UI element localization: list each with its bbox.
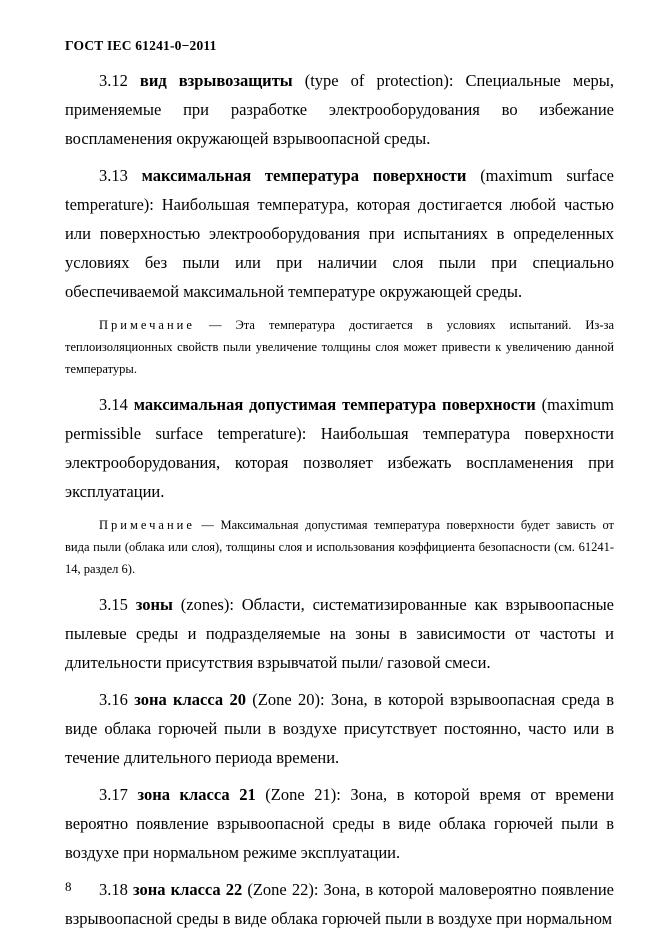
term: максимальная допустимая температура поверхности bbox=[133, 395, 536, 414]
note-text: Максимальная допустимая температура поверхности будет зависть от вида пыли (облака или слоя), толщины слоя и использования коэффициента безопасности (см. 61241-14, раздел 6). bbox=[65, 518, 614, 576]
definition-3-14 bbox=[65, 390, 614, 506]
term: зона класса 22 bbox=[132, 880, 243, 899]
note-dash: — bbox=[194, 318, 236, 332]
definition-3-17 bbox=[65, 780, 614, 867]
note-3-14 bbox=[65, 514, 614, 580]
note-text: Эта температура достигается в условиях испытаний. Из-за теплоизоляционных свойств пыли увеличение толщины слоя может привести к увеличению данной температуры. bbox=[65, 318, 614, 376]
clause-number: 3.15 bbox=[99, 595, 128, 614]
page-header: ГОСТ IEC 61241-0−2011 bbox=[65, 38, 217, 53]
definition-text: (maximum permissible surface temperature): Наибольшая температура поверхности электрооборудования, которая позволяет избежать воспламенения при эксплуатации. bbox=[65, 395, 614, 501]
note-label: Примечание bbox=[99, 518, 195, 532]
term: зона класса 20 bbox=[134, 690, 246, 709]
definition-3-12 bbox=[65, 66, 614, 153]
page-number: 8 bbox=[65, 879, 72, 894]
clause-number: 3.13 bbox=[99, 166, 128, 185]
term: зона класса 21 bbox=[137, 785, 256, 804]
definition-3-16 bbox=[65, 685, 614, 772]
definition-text: (zones): Области, систематизированные как взрывоопасные пылевые среды и подразделяемые на зоны в зависимости от частоты и длительности присутствия взрывчатой пыли/ газовой смеси. bbox=[65, 595, 615, 672]
definition-text: (Zone 21): Зона, в которой время от времени вероятно появление взрывоопасной среды в виде облака горючей пыли в воздухе при нормальном режиме эксплуатации. bbox=[65, 785, 614, 862]
definition-3-18 bbox=[65, 875, 614, 933]
document-body bbox=[65, 66, 614, 941]
term: вид взрывозащиты bbox=[139, 71, 293, 90]
term: максимальная температура поверхности bbox=[141, 166, 467, 185]
definition-3-15 bbox=[65, 590, 614, 677]
note-label: Примечание bbox=[99, 318, 195, 332]
clause-number: 3.14 bbox=[99, 395, 128, 414]
definition-text: (type of protection): Специальные меры, применяемые при разработке электрооборудования во избежание воспламенения окружающей взрывоопасной среды. bbox=[65, 71, 615, 148]
clause-number: 3.18 bbox=[99, 880, 128, 899]
clause-number: 3.17 bbox=[99, 785, 128, 804]
definition-text: (Zone 20): Зона, в которой взрывоопасная среда в виде облака горючей пыли в воздухе присутствует постоянно, часто или в течение длительного периода времени. bbox=[65, 690, 615, 767]
clause-number: 3.12 bbox=[99, 71, 128, 90]
term: зоны bbox=[135, 595, 173, 614]
definition-text: (Zone 22): Зона, в которой маловероятно появление взрывоопасной среды в виде облака горючей пыли в воздухе при нормальном bbox=[65, 880, 614, 928]
definition-3-13 bbox=[65, 161, 614, 306]
definition-text: (maximum surface temperature): Наибольшая температура, которая достигается любой частью или поверхностью электрооборудования при испытаниях в определенных условиях без пыли или при наличии слоя пыли при специально обеспечиваемой максимальной температуре окружающей среды. bbox=[65, 166, 614, 301]
note-3-13 bbox=[65, 314, 614, 380]
note-dash: — bbox=[194, 518, 221, 532]
clause-number: 3.16 bbox=[99, 690, 128, 709]
